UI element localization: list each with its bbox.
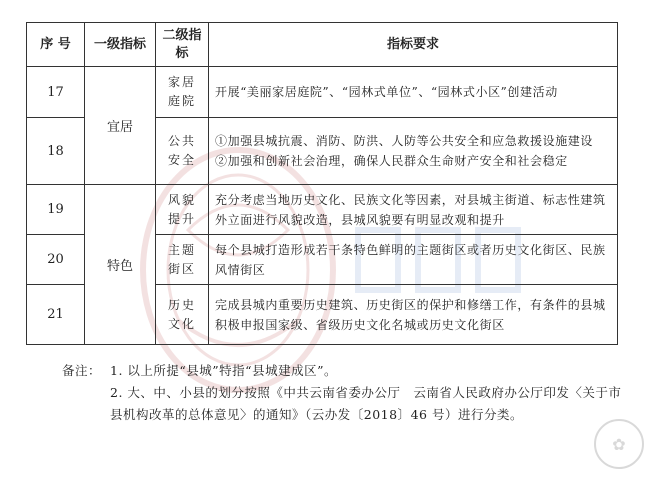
header-requirement: 指标要求 — [209, 23, 618, 67]
level1-cell: 特色 — [85, 185, 156, 345]
row-no: 21 — [27, 285, 85, 345]
level1-cell: 宜居 — [85, 67, 156, 185]
corner-seal-icon: ✿ — [594, 419, 644, 469]
table-row — [27, 67, 618, 118]
table-header-row — [27, 23, 618, 67]
indicator-table — [26, 22, 618, 345]
level2-cell: 公共安全 — [156, 118, 209, 185]
row-no: 17 — [27, 67, 85, 118]
requirement-text: 开展“美丽家居庭院”、“园林式单位”、“园林式小区”创建活动 — [215, 85, 558, 99]
note-text: 1. 以上所提“县城”特指“县城建成区”。 — [110, 363, 337, 378]
requirement-cell — [209, 118, 618, 185]
level2-cell: 历史文化 — [156, 285, 209, 345]
requirement-cell — [209, 185, 618, 235]
requirement-text: 完成县城内重要历史建筑、历史街区的保护和修缮工作，有条件的县城积极申报国家级、省级历史文化名城或历史文化街区 — [215, 297, 606, 332]
table-row — [27, 185, 618, 235]
note-item — [62, 360, 622, 382]
requirement-text: 每个县城打造形成若干条特色鲜明的主题街区或者历史文化街区、民族风情街区 — [215, 242, 606, 277]
notes-label: 备注： — [62, 363, 102, 378]
row-no: 19 — [27, 185, 85, 235]
requirement-text: ②加强和创新社会治理，确保人民群众生命财产安全和社会稳定 — [215, 154, 568, 168]
row-no: 20 — [27, 235, 85, 285]
requirement-cell — [209, 285, 618, 345]
level2-cell: 风貌提升 — [156, 185, 209, 235]
notes-section — [62, 360, 622, 426]
requirement-cell — [209, 67, 618, 118]
header-no: 序 号 — [27, 23, 85, 67]
requirement-text: ①加强县城抗震、消防、防洪、人防等公共安全和应急救援设施建设 — [215, 134, 594, 148]
note-text: 2. 大、中、小县的划分按照《中共云南省委办公厅 云南省人民政府办公厅印发〈关于市县机构改革的总体意见〉的通知》（云办发〔2018〕46 号）进行分类。 — [110, 385, 622, 422]
level2-cell: 家居庭院 — [156, 67, 209, 118]
note-item — [62, 382, 622, 426]
requirement-cell — [209, 235, 618, 285]
requirement-text: 充分考虑当地历史文化、民族文化等因素，对县城主街道、标志性建筑外立面进行风貌改造，县城风貌要有明显改观和提升 — [215, 192, 606, 227]
header-level2: 二级指标 — [156, 23, 209, 67]
level2-cell: 主题街区 — [156, 235, 209, 285]
header-level1: 一级指标 — [85, 23, 156, 67]
row-no: 18 — [27, 118, 85, 185]
